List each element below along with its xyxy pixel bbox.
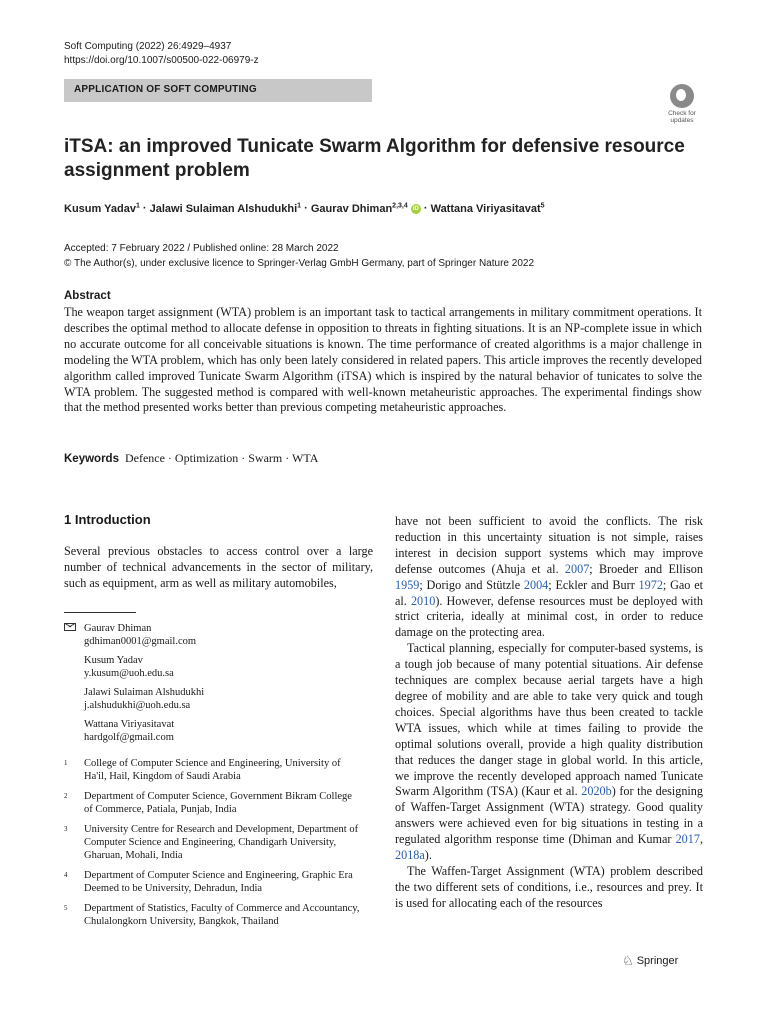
- author-2[interactable]: Jalawi Sulaiman Alshudukhi$^1$: [149, 202, 302, 215]
- contact-email[interactable]: hardgolf@gmail.com: [84, 732, 174, 743]
- intro-paragraph-1: have not been sufficient to avoid the conflicts. The risk reduction in this uncertainty situation is not simple, raises interest in decision support systems which may improve defense outcomes (Ahuja et al. 2007; Broeder and Ellison 1959; Dorigo and Stützle 2004; Eckler and Burr 1972; Gao et al. 2010). However, defense resources must be deployed with strict criteria, ideally at minimal cost, in order to reduce damage on the protecting area.: [395, 514, 704, 640]
- abstract-text: The weapon target assignment (WTA) problem is an important task to tactical arrangements in military commitment operations. It describes the optimal method to allocate defense in opposition to threats in fighting situations. It is an NP-complete issue in which no accurate outcome for all conceivable situations is known. The time performance of created algorithms is a major challenge in modeling the WTA problem, which has only been lately considered in related papers. This article improves the recently developed algorithm called improved Tunicate Swarm Algorithm (iTSA) which is inspired by the natural behavior of tunicates to solve the WTA problem. The suggested method is compared with well-known metaheuristic approaches. The experimental findings show that the method presented works better than previous competing metaheuristic approaches.: [64, 305, 702, 415]
- badge-line2: updates: [670, 117, 694, 124]
- citation-link[interactable]: 2004: [523, 577, 549, 592]
- section-heading: 1 Introduction: [64, 512, 151, 527]
- springer-horse-icon: ♘: [622, 953, 634, 968]
- intro-left-text: Several previous obstacles to access control over a large number of technical advancements in the sector of military, such as equipment, arm as well as military automobiles,: [64, 544, 373, 590]
- badge-line1: Check for: [668, 110, 696, 117]
- contact-name: Jalawi Sulaiman Alshudukhi: [84, 687, 205, 698]
- accepted-line: Accepted: 7 February 2022 / Published online: 28 March 2022: [64, 243, 339, 254]
- contact-name: Kusum Yadav: [84, 655, 143, 666]
- citation-link[interactable]: 2007: [564, 561, 590, 576]
- check-for-updates-badge[interactable]: [662, 84, 702, 124]
- contact-4: [84, 718, 364, 744]
- author-4[interactable]: Wattana Viriyasitavat$^5$: [430, 202, 545, 215]
- footnote-rule: [64, 612, 136, 613]
- abstract-heading: Abstract: [64, 290, 111, 302]
- citation-link[interactable]: 1972: [638, 577, 663, 592]
- contact-2: [84, 654, 364, 680]
- copyright-line: © The Author(s), under exclusive licence to Springer-Verlag GmbH Germany, part of Springer Nature 2022: [64, 258, 534, 269]
- journal-info: [64, 40, 259, 68]
- contact-name: Wattana Viriyasitavat: [84, 719, 175, 730]
- springer-logo: [622, 953, 678, 969]
- section-banner: APPLICATION OF SOFT COMPUTING: [64, 79, 372, 102]
- doi-link[interactable]: https://doi.org/10.1007/s00500-022-06979-z: [64, 55, 259, 66]
- citation-link[interactable]: 1959: [395, 577, 420, 592]
- contact-name: Gaurav Dhiman: [84, 623, 152, 634]
- author-list: Kusum Yadav$^1$ · Jalawi Sulaiman Alshudukhi$^1$ · Gaurav Dhiman$^{2,3,4}$ iD · Wattana Viriyasitavat$^5$: [64, 202, 545, 215]
- contact-1: [84, 622, 364, 648]
- check-updates-icon: [670, 84, 694, 108]
- contact-email[interactable]: gdhiman0001@gmail.com: [84, 636, 197, 647]
- citation-link[interactable]: 2017: [675, 832, 700, 847]
- paper-title: iTSA: an improved Tunicate Swarm Algorithm for defensive resource assignment problem: [64, 136, 685, 181]
- keywords-text: Defence · Optimization · Swarm · WTA: [124, 451, 319, 465]
- publisher-name: Springer: [636, 954, 679, 967]
- citation-link[interactable]: 2010: [410, 593, 436, 608]
- intro-paragraph-3: The Waffen-Target Assignment (WTA) problem described the two different sets of conditions, i.e., resources and prey. It is used for allocating each of the resources: [395, 863, 703, 910]
- citation-link[interactable]: 2018a: [395, 848, 425, 863]
- contact-email[interactable]: y.kusum@uoh.edu.sa: [84, 668, 174, 679]
- keywords-label: Keywords: [64, 453, 119, 465]
- author-1[interactable]: Kusum Yadav$^1$: [64, 202, 140, 215]
- contact-email[interactable]: j.alshudukhi@uoh.edu.sa: [84, 700, 191, 711]
- journal-line: Soft Computing (2022) 26:4929–4937: [64, 41, 232, 52]
- contact-3: [84, 686, 364, 712]
- citation-link[interactable]: 2020b: [581, 784, 612, 799]
- keywords: [64, 451, 318, 466]
- envelope-icon: [64, 623, 76, 631]
- orcid-icon[interactable]: iD: [412, 205, 419, 212]
- intro-paragraph-2: Tactical planning, especially for computer-based systems, is a tough job because of many potential situations. Air defense techniques are complex because aerial targets have a high degree of mobility and are able to take very quick and tough choices. Special algorithms have thus been created to tackle WTA issues, which while at times failing to provide the optimal solutions overall, provide a high quality distribution that reduces the danger stage in global world. In this article, we improve the recently developed approach named Tunicate Swarm Algorithm (TSA) (Kaur et al. 2020b) for the designing of Waffen-Target Assignment (WTA) strategy. Good quality answers were achieved even for big situations in testing in a regulated algorithm response time (Dhiman and Kumar 2017, 2018a).: [395, 641, 703, 863]
- author-3[interactable]: Gaurav Dhiman$^{2,3,4}$: [310, 202, 408, 215]
- publication-dates: [64, 241, 534, 271]
- intro-right-column: [395, 514, 703, 912]
